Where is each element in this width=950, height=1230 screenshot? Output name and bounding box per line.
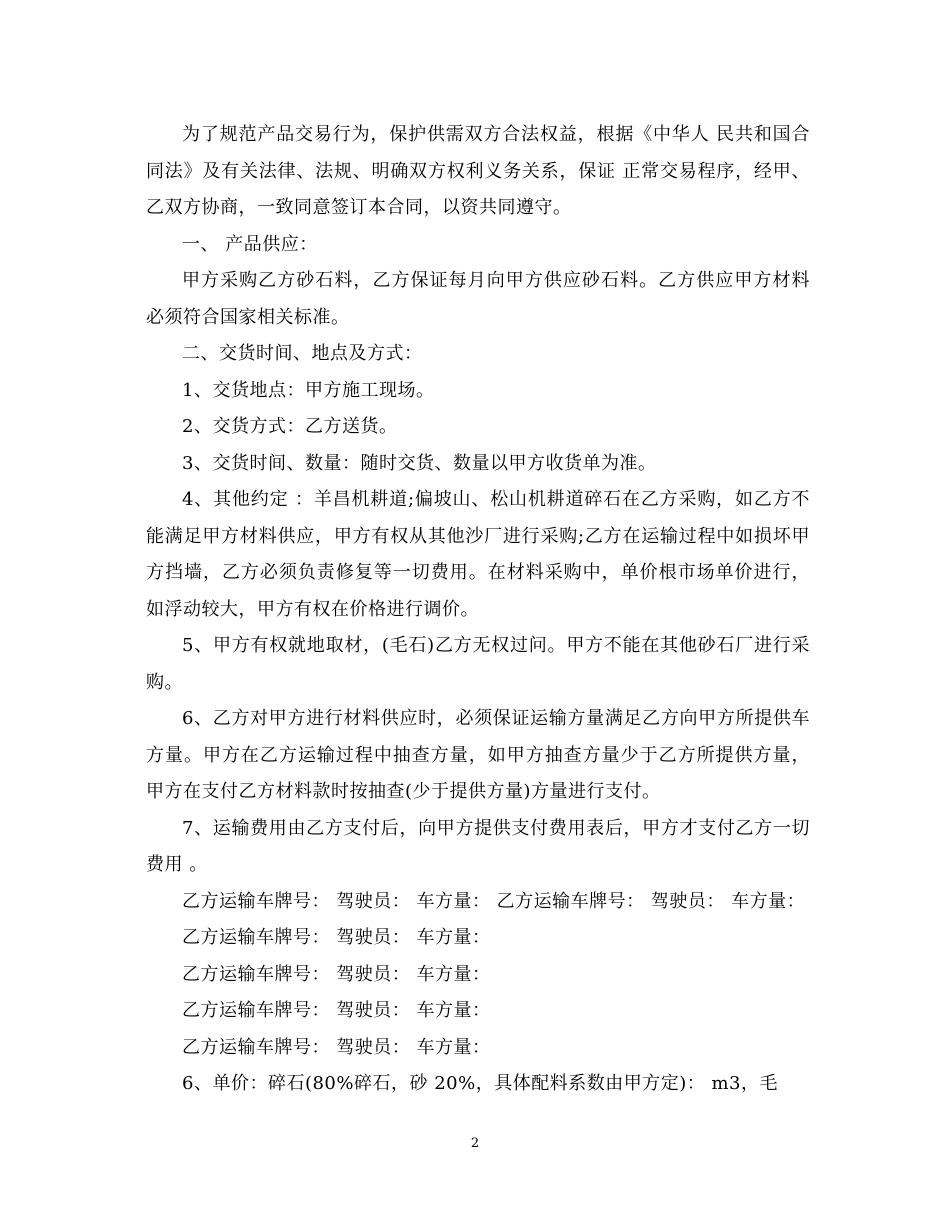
clause-transport-volume: 6、乙方对甲方进行材料供应时，必须保证运输方量满足乙方向甲方所提供车方量。甲方在乙方运输过程中抽查方量，如甲方抽查方量少于乙方所提供方量，甲方在支付乙方材料款时按抽查(少于提供方量)方量进行支付。 [146,708,810,802]
clause-unit-price: 6、单价：碎石(80%碎石，砂 20%，具体配料系数由甲方定)： m3，毛 [182,1073,778,1094]
section-heading-product-supply: 一、 产品供应： [182,233,318,255]
clause-other-agreements: 4、其他约定 ：羊昌机耕道;偏坡山、松山机耕道碎石在乙方采购，如乙方不能满足甲方材料供应，甲方有权从其他沙厂进行采购;乙方在运输过程中如损坏甲方挡墙，乙方必须负责修复等一切费用。在材料采购中，单价根市场单价进行，如浮动较大，甲方有权在价格进行调价。 [146,489,810,620]
vehicle-info-line: 乙方运输车牌号： 驾驶员： 车方量： [182,1036,491,1058]
vehicle-info-line: 乙方运输车牌号： 驾驶员： 车方量： [182,963,491,985]
clause-delivery-method: 2、交货方式：乙方送货。 [182,416,398,437]
document-body [146,117,810,1103]
clause-local-materials: 5、甲方有权就地取材，(毛石)乙方无权过问。甲方不能在其他砂石厂进行采购。 [146,635,810,693]
vehicle-info-line: 乙方运输车牌号： 驾驶员： 车方量： [182,927,491,948]
clause-delivery-location: 1、交货地点：甲方施工现场。 [182,379,435,401]
vehicle-info-line: 乙方运输车牌号： 驾驶员： 车方量： [182,1000,491,1021]
page-number: 2 [470,1136,480,1151]
vehicle-info-line: 乙方运输车牌号： 驾驶员： 车方量： 乙方运输车牌号： 驾驶员： 车方量： [182,890,806,912]
clause-delivery-time-quantity: 3、交货时间、数量：随时交货、数量以甲方收货单为准。 [182,452,657,474]
section-heading-delivery: 二、交货时间、地点及方式： [182,343,423,364]
clause-transport-fees: 7、运输费用由乙方支付后，向甲方提供支付费用表后，甲方才支付乙方一切费用 。 [146,817,810,875]
paragraph-supply-terms: 甲方采购乙方砂石料，乙方保证每月向甲方供应砂石料。乙方供应甲方材料必须符合国家相关标准。 [146,270,810,328]
paragraph-preamble: 为了规范产品交易行为，保护供需双方合法权益，根据《中华人 民共和国合同法》及有关法律、法规、明确双方权利义务关系，保证 正常交易程序，经甲、乙双方协商，一致同意签订本合同，以资共同遵守。 [146,124,810,218]
